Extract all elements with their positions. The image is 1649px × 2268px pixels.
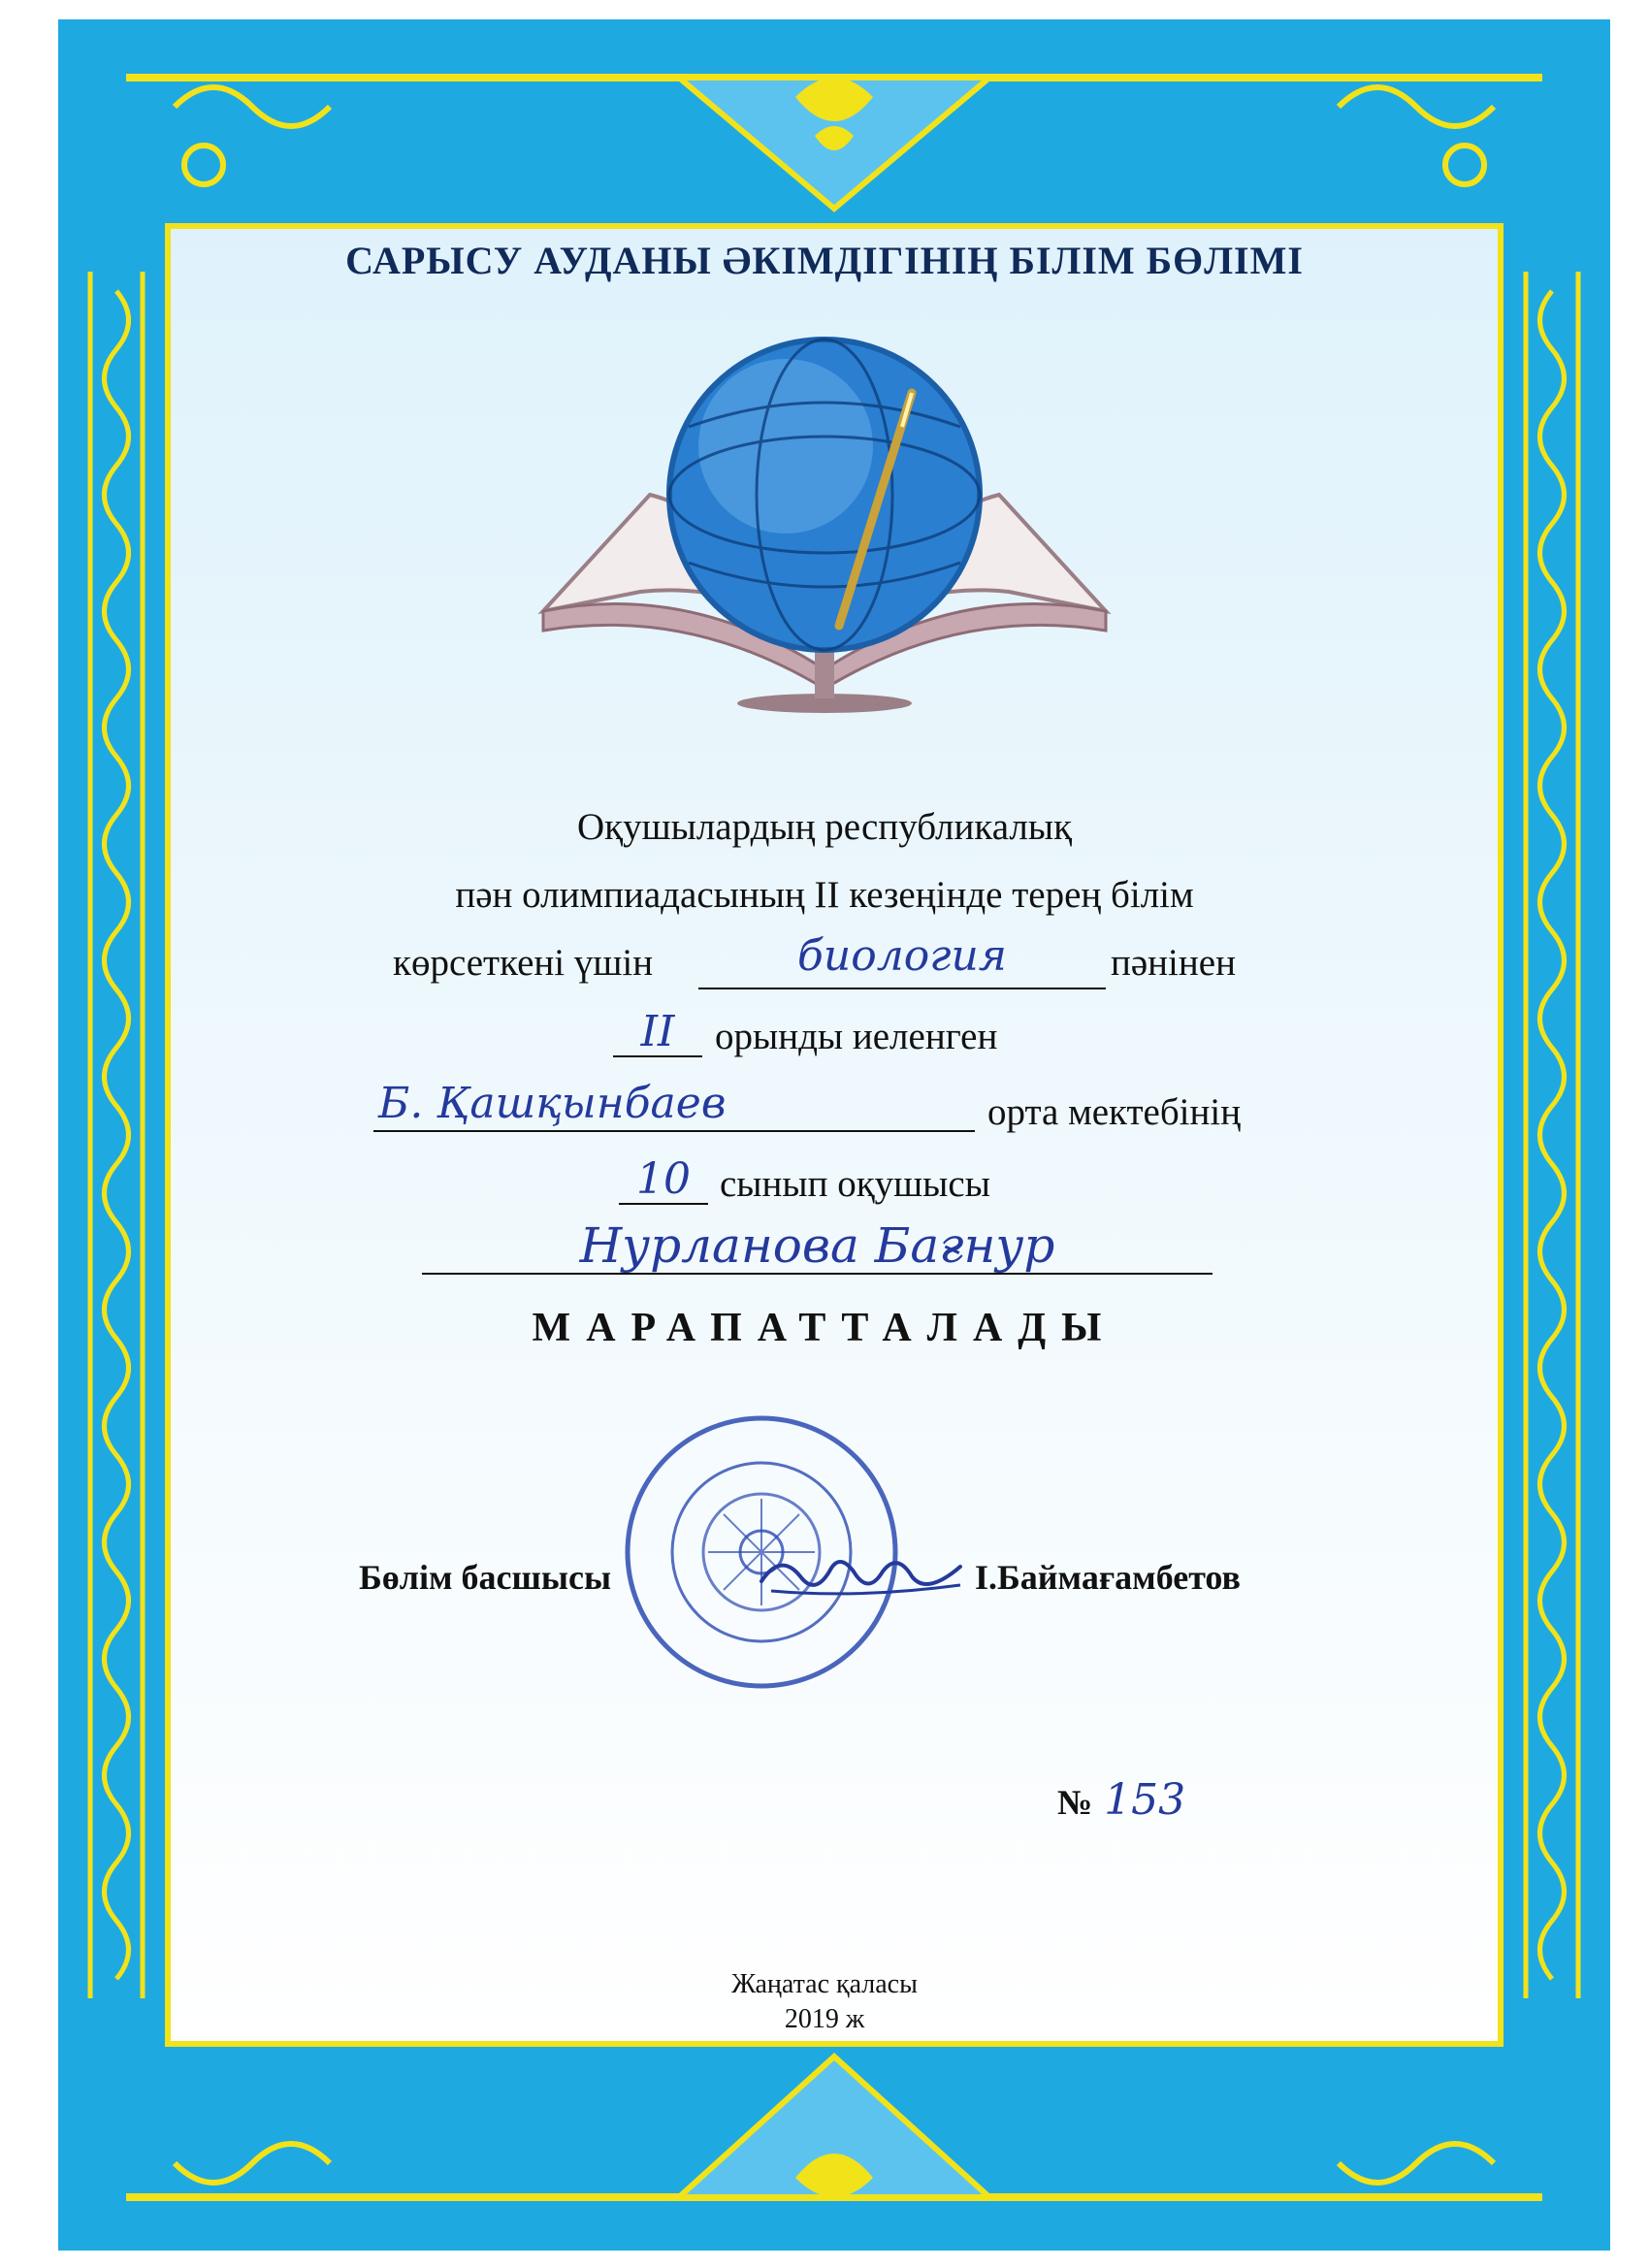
number-symbol: № <box>1057 1783 1093 1822</box>
subject-underline <box>698 988 1106 989</box>
subject-handwritten: биология <box>797 931 1007 981</box>
body-line-6-suffix: сынып оқушысы <box>720 1163 990 1205</box>
top-ornament <box>58 19 1610 243</box>
footer-city: Жаңатас қаласы <box>731 1969 918 1999</box>
body-line-2: пән олимпиадасының ІІ кезеңінде терең білім <box>455 874 1194 916</box>
left-ornament <box>82 272 150 1998</box>
body-line-5-suffix: орта мектебінің <box>987 1091 1242 1133</box>
bottom-ornament <box>58 2027 1610 2251</box>
signature-name: І.Баймағамбетов <box>975 1558 1241 1597</box>
award-heading: МАРАПАТТАЛАДЫ <box>532 1306 1117 1350</box>
place-handwritten: II <box>640 1007 675 1056</box>
body-line-3-suffix: пәнінен <box>1111 942 1236 984</box>
body-line-1: Оқушылардың республикалық <box>576 806 1073 848</box>
department-title: САРЫСУ АУДАНЫ ӘКІМДІГІНІҢ БІЛІМ БӨЛІМІ <box>345 239 1304 282</box>
student-name-handwritten: Нурланова Бағнур <box>579 1217 1055 1274</box>
body-line-3-prefix: көрсеткені үшін <box>393 942 654 984</box>
school-underline <box>373 1130 975 1132</box>
number-value: 153 <box>1104 1775 1186 1825</box>
signature-title: Бөлім басшысы <box>359 1558 612 1597</box>
right-ornament <box>1518 272 1586 1998</box>
grade-handwritten: 10 <box>636 1154 691 1204</box>
footer-year: 2019 ж <box>784 2004 865 2034</box>
globe-book-emblem <box>524 320 1125 718</box>
certificate-number <box>1057 1775 1310 1825</box>
body-line-4-suffix: орынды иеленген <box>715 1016 998 1057</box>
handwritten-signature <box>752 1542 975 1610</box>
school-handwritten: Б. Қашқынбаев <box>378 1079 727 1128</box>
